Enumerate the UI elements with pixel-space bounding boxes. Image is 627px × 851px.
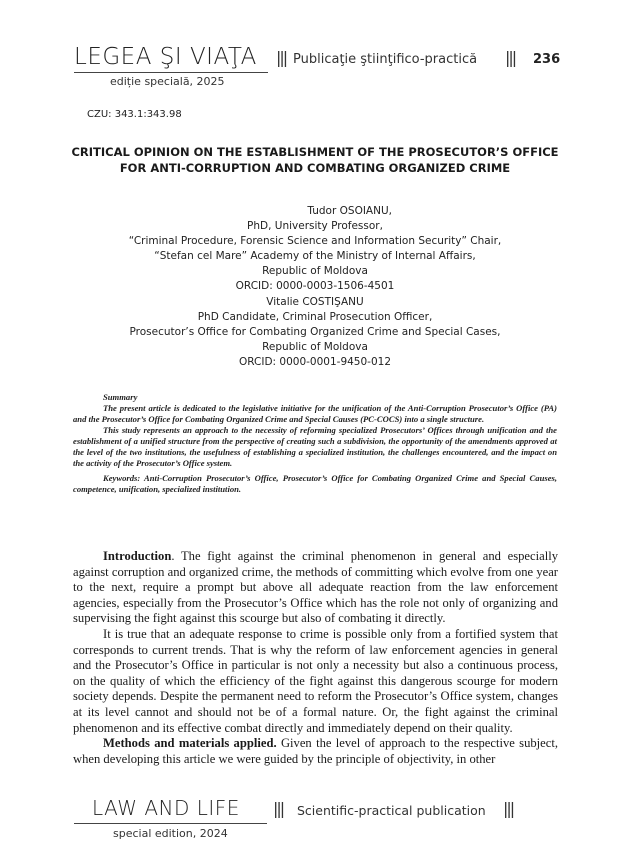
body-paragraph: It is true that an adequate response to crime is possible only from a fortified system that corresponds to current trends. That is why the reform of law enforcement agencies in general and the Prosecutor’s Office in particular is not only a necessity but also a continuous process, on the quality of which the efficiency of the fight against this dangerous scourge for modern society depends. Despite the permanent need to reform the Prosecutor’s Office system, changes at its level cannot and should not be of a formal nature. Or, the fight against the criminal phenomenon and its effective combat directly and immediately depend on their quality. [73,626,558,735]
author-affiliation-line: Republic of Moldova [262,341,368,353]
page-number: 236 [533,52,561,67]
udc-code: CZU: 343.1:343.98 [87,109,182,120]
header-separator: ||| [505,48,516,67]
author-affiliation-line: “Stefan cel Mare” Academy of the Ministry of Internal Affairs, [154,250,476,262]
article-title-line-1: CRITICAL OPINION ON THE ESTABLISHMENT OF THE PROSECUTOR’S OFFICE [71,145,559,159]
summary-paragraph: The present article is dedicated to the legislative initiative for the unification of the Anti-Corruption Prosecutor’s Office (PA) and the Prosecutor’s Office for Combating Organized Crime and Special Causes (PC-COCS) into a single structure. [73,403,557,424]
author-affiliation-line: Republic of Moldova [262,265,368,277]
article-title-line-2: FOR ANTI-CORRUPTION AND COMBATING ORGANIZED CRIME [119,161,511,175]
keywords-label: Keywords: [103,473,141,483]
author-orcid: ORCID: 0000-0001-9450-012 [239,356,391,368]
keywords-text: Anti-Corruption Prosecutor’s Office, Prosecutor’s Office for Combating Organized Crime and Special Causes, competence, unification, specialized institution. [73,473,557,494]
author-affiliation-line: Prosecutor’s Office for Combating Organized Crime and Special Cases, [129,326,501,338]
footer-edition: special edition, 2024 [113,827,228,840]
footer-separator: ||| [273,799,284,818]
summary-heading: Summary [103,392,138,402]
footer-separator: ||| [503,799,514,818]
article-body [73,549,558,767]
header-separator: ||| [276,48,287,67]
author-affiliation-line: PhD, University Professor, [247,220,383,232]
author-name: Vitalie COSTIŞANU [266,296,364,308]
footer-subtitle: Scientific-practical publication [297,803,486,818]
author-name: Tudor OSOIANU, [307,205,392,217]
summary-paragraph: This study represents an approach to the necessity of reforming specialized Prosecutors’ Offices through unification and the establishment of a unified structure from the perspective of creating such a subdivision, the opportunity of the amendments approved at the level of the two institutions, the usefulness of establishing a specialized institution, the challenges encountered, and the impact on the activity of the Prosecutor’s Office system. [73,425,557,468]
author-orcid: ORCID: 0000-0003-1506-4501 [235,280,395,292]
author-affiliation-line: “Criminal Procedure, Forensic Science and Information Security” Chair, [128,235,502,247]
journal-subtitle: Publicaţie ştiinţifico-practică [293,52,478,67]
footer-journal-title: LAW AND LIFE [92,796,240,820]
section-label: Introduction [103,549,172,563]
header-rule [74,72,268,73]
journal-title: LEGEA ŞI VIAŢA [74,44,257,70]
body-paragraph: Methods and materials applied. Given the level of approach to the respective subject, when developing this article we were guided by the principle of objectivity, in other [73,736,558,766]
body-paragraph: Introduction. The fight against the criminal phenomenon in general and especially against corruption and organized crime, the methods of committing which evolve from one year to the next, require a prompt but above all adequate reaction from the law enforcement agencies, especially from the Prosecutor’s Office which has the role not only of organizing and supervising the fight against this scourge but also of combating it directly. [73,549,558,626]
journal-edition: ediție specială, 2025 [110,75,225,88]
summary-block [73,392,557,495]
author-affiliation-line: PhD Candidate, Criminal Prosecution Officer, [197,311,433,323]
keywords [73,473,557,495]
section-label: Methods and materials applied. [103,736,277,751]
footer-rule [74,823,267,824]
